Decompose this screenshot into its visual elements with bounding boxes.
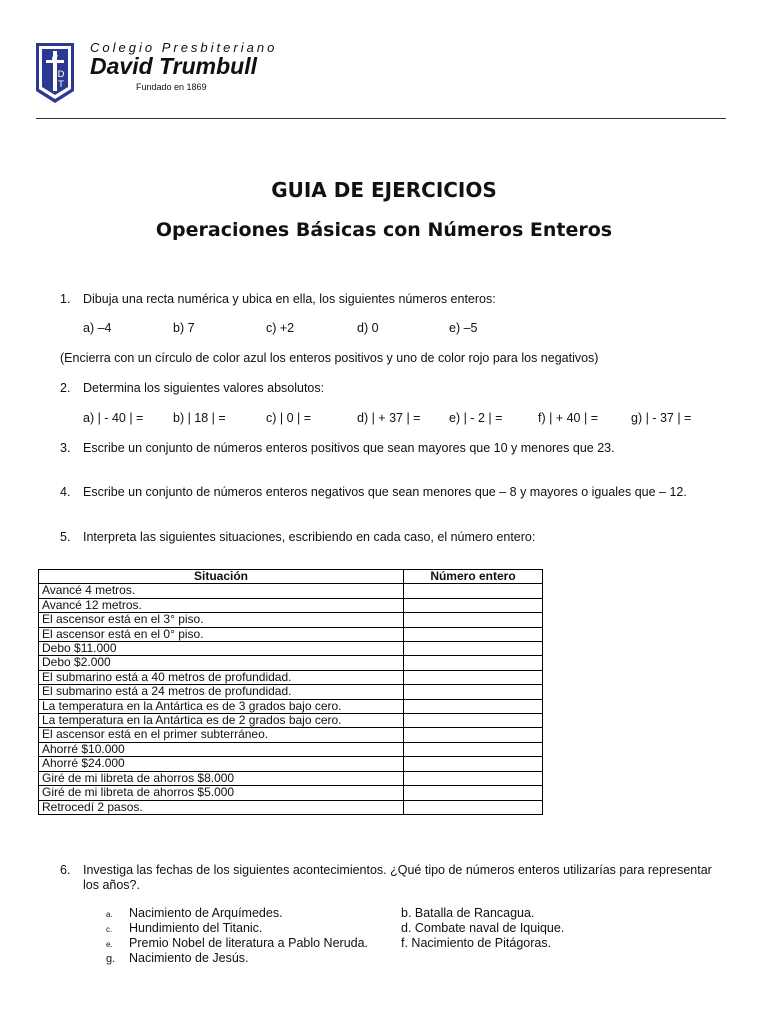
answer-cell[interactable]: [404, 742, 543, 756]
table-row: [39, 728, 543, 742]
q6-left-item-c: Hundimiento del Titanic.: [129, 921, 263, 935]
table-row: [39, 642, 543, 656]
table-row: [39, 771, 543, 785]
table-row: [39, 598, 543, 612]
situation-cell: El ascensor está en el 0° piso.: [39, 627, 404, 641]
situations-table: [38, 569, 543, 815]
school-logo: [34, 41, 76, 105]
situation-cell: Giré de mi libreta de ahorros $8.000: [39, 771, 404, 785]
q6-left-item-a: Nacimiento de Arquímedes.: [129, 906, 283, 920]
school-name: David Trumbull: [90, 53, 257, 79]
q6-left-label-a: a.: [106, 910, 113, 919]
situation-cell: El ascensor está en el primer subterráneo.: [39, 728, 404, 742]
q2-item-c: c) | 0 | =: [266, 411, 312, 425]
situation-cell: La temperatura en la Antártica es de 2 grados bajo cero.: [39, 714, 404, 728]
q6-left-label-c: c.: [106, 925, 113, 934]
answer-cell[interactable]: [404, 714, 543, 728]
q6-left-item-g: Nacimiento de Jesús.: [129, 951, 249, 965]
q2-item-f: f) | + 40 | =: [538, 411, 598, 425]
answer-cell[interactable]: [404, 598, 543, 612]
q6-left-item-e: Premio Nobel de literatura a Pablo Neruda.: [129, 936, 369, 950]
situation-cell: Ahorré $24.000: [39, 757, 404, 771]
table-row: [39, 800, 543, 814]
table-row: [39, 699, 543, 713]
answer-cell[interactable]: [404, 584, 543, 598]
q2-item-g: g) | - 37 | =: [631, 411, 692, 425]
q6-text-line1: Investiga las fechas de los siguientes acontecimientos. ¿Qué tipo de números enteros utilizarías para representar: [83, 863, 712, 877]
answer-cell[interactable]: [404, 771, 543, 785]
school-subtitle: Colegio Presbiteriano: [90, 40, 278, 55]
table-row: [39, 584, 543, 598]
q6-number: 6.: [60, 863, 71, 877]
situation-cell: El submarino está a 40 metros de profundidad.: [39, 670, 404, 684]
q5-number: 5.: [60, 530, 71, 544]
table-header-row: [39, 570, 543, 584]
q2-item-e: e) | - 2 | =: [449, 411, 503, 425]
situation-cell: El ascensor está en el 3° piso.: [39, 613, 404, 627]
q4-text: Escribe un conjunto de números enteros negativos que sean menores que – 8 y mayores o iguales que – 12.: [83, 485, 687, 499]
answer-cell[interactable]: [404, 642, 543, 656]
page-title: GUIA DE EJERCICIOS: [271, 178, 497, 202]
school-founded: Fundado en 1869: [136, 82, 207, 92]
table-row: [39, 656, 543, 670]
answer-cell[interactable]: [404, 613, 543, 627]
q2-item-a: a) | - 40 | =: [83, 411, 144, 425]
situation-cell: Debo $11.000: [39, 642, 404, 656]
q6-right-item-b: b. Batalla de Rancagua.: [401, 906, 535, 920]
logo-letter-t: T: [58, 80, 64, 90]
table-row: [39, 714, 543, 728]
situation-cell: Retrocedí 2 pasos.: [39, 800, 404, 814]
logo-letter-d: D: [57, 70, 65, 80]
table-row: [39, 613, 543, 627]
q6-left-label-g: g.: [106, 953, 116, 965]
q1-number: 1.: [60, 292, 71, 306]
situation-cell: La temperatura en la Antártica es de 3 grados bajo cero.: [39, 699, 404, 713]
situation-cell: Debo $2.000: [39, 656, 404, 670]
situation-cell: Giré de mi libreta de ahorros $5.000: [39, 786, 404, 800]
q3-number: 3.: [60, 441, 71, 455]
q1-item-c: c) +2: [266, 321, 295, 335]
table-row: [39, 627, 543, 641]
situation-cell: Avancé 4 metros.: [39, 584, 404, 598]
header-situacion: Situación: [39, 570, 404, 584]
answer-cell[interactable]: [404, 757, 543, 771]
q2-item-d: d) | + 37 | =: [357, 411, 421, 425]
header-numero-entero: Número entero: [404, 570, 543, 584]
answer-cell[interactable]: [404, 670, 543, 684]
q1-item-e: e) –5: [449, 321, 478, 335]
situation-cell: Ahorré $10.000: [39, 742, 404, 756]
table-row: [39, 742, 543, 756]
q2-number: 2.: [60, 381, 71, 395]
answer-cell[interactable]: [404, 800, 543, 814]
q5-text: Interpreta las siguientes situaciones, escribiendo en cada caso, el número entero:: [83, 530, 536, 544]
q1-text: Dibuja una recta numérica y ubica en ella, los siguientes números enteros:: [83, 292, 496, 306]
q6-left-label-e: e.: [106, 940, 113, 949]
answer-cell[interactable]: [404, 699, 543, 713]
q1-item-a: a) –4: [83, 321, 112, 335]
answer-cell[interactable]: [404, 728, 543, 742]
logo-letter-c: C: [51, 54, 59, 65]
situation-cell: Avancé 12 metros.: [39, 598, 404, 612]
table-row: [39, 786, 543, 800]
situation-cell: El submarino está a 24 metros de profundidad.: [39, 685, 404, 699]
table-row: [39, 685, 543, 699]
answer-cell[interactable]: [404, 786, 543, 800]
q6-text-line2: los años?.: [83, 878, 140, 892]
q6-right-item-d: d. Combate naval de Iquique.: [401, 921, 565, 935]
q1-note: (Encierra con un círculo de color azul los enteros positivos y uno de color rojo para los negativos): [60, 351, 599, 365]
q6-right-item-f: f. Nacimiento de Pitágoras.: [401, 936, 552, 950]
q2-item-b: b) | 18 | =: [173, 411, 226, 425]
answer-cell[interactable]: [404, 627, 543, 641]
q2-text: Determina los siguientes valores absolutos:: [83, 381, 325, 395]
q1-item-d: d) 0: [357, 321, 379, 335]
q3-text: Escribe un conjunto de números enteros positivos que sean mayores que 10 y menores que 23.: [83, 441, 615, 455]
table-row: [39, 670, 543, 684]
table-row: [39, 757, 543, 771]
page-subtitle: Operaciones Básicas con Números Enteros: [155, 219, 613, 241]
answer-cell[interactable]: [404, 685, 543, 699]
header-divider: [36, 118, 726, 119]
answer-cell[interactable]: [404, 656, 543, 670]
q1-item-b: b) 7: [173, 321, 195, 335]
q4-number: 4.: [60, 485, 71, 499]
